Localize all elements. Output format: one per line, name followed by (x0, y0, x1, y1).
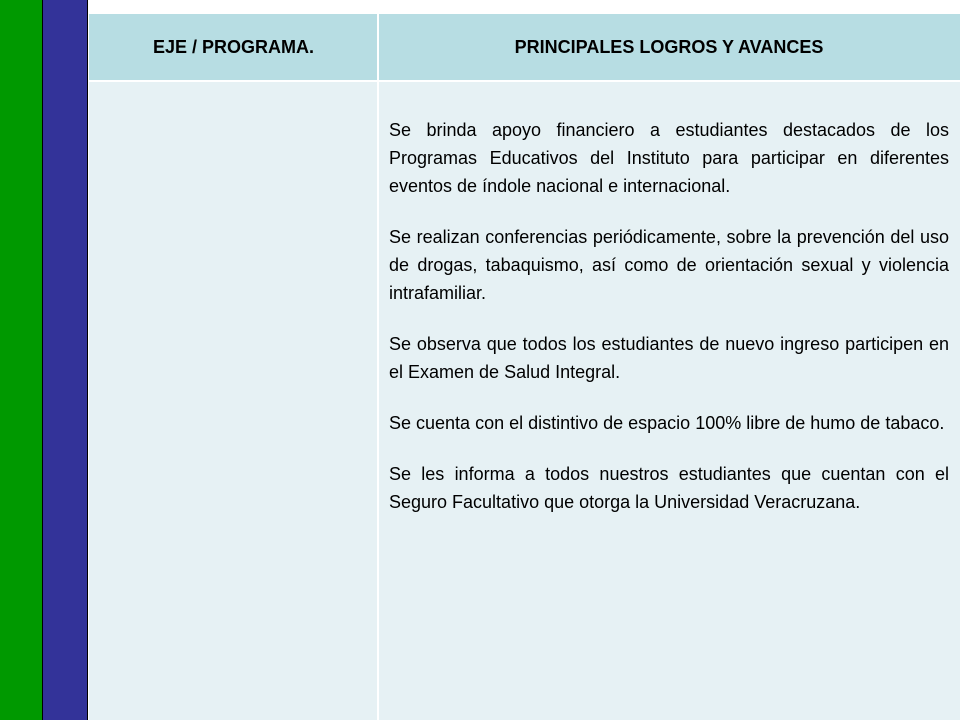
paragraph-libre-humo: Se cuenta con el distintivo de espacio 100% libre de humo de tabaco. (389, 413, 945, 433)
table-body-row (89, 82, 960, 720)
paragraph-examen-salud: Se observa que todos los estudiantes de nuevo ingreso participen en el Examen de Salud Integral. (389, 334, 949, 382)
table-header-row (89, 14, 960, 80)
logros-content (389, 116, 949, 539)
achievements-table (89, 14, 960, 720)
paragraph-apoyo-financiero: Se brinda apoyo financiero a estudiantes destacados de los Programas Educativos del Instituto para participar en diferentes eventos de índole nacional e internacional. (389, 120, 949, 196)
header-eje-programa: EJE / PROGRAMA. (152, 36, 315, 57)
paragraph-seguro-facultativo: Se les informa a todos nuestros estudiantes que cuentan con el Seguro Facultativo que otorga la Universidad Veracruzana. (389, 464, 949, 512)
column-divider (377, 14, 379, 720)
paragraph-conferencias: Se realizan conferencias periódicamente, sobre la prevención del uso de drogas, tabaquismo, así como de orientación sexual y violencia intrafamiliar. (389, 227, 949, 303)
green-side-bar (0, 0, 42, 720)
header-principales-logros: PRINCIPALES LOGROS Y AVANCES (514, 36, 824, 57)
blue-side-bar (42, 0, 88, 720)
